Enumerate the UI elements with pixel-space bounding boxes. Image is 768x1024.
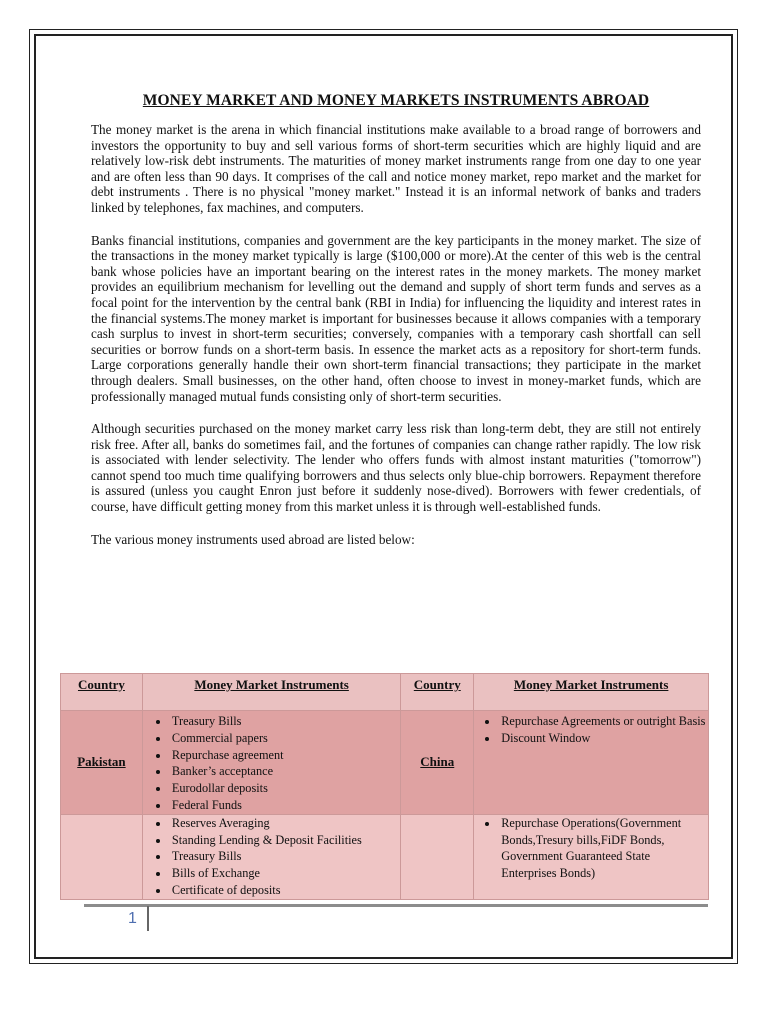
instruments-cell xyxy=(142,711,400,815)
list-item: • Standing Lending & Deposit Facilities xyxy=(170,832,400,849)
header-country-right: Country xyxy=(401,674,474,711)
table-row xyxy=(61,814,709,899)
country-cell xyxy=(61,814,143,899)
table-header-row xyxy=(61,674,709,711)
list-item: • Treasury Bills xyxy=(170,848,400,865)
country-cell xyxy=(401,814,474,899)
list-item: • Discount Window xyxy=(499,730,708,747)
list-item: • Repurchase Agreements or outright Basis xyxy=(499,713,708,730)
paragraph-3: Although securities purchased on the money market carry less risk than long-term debt, they are still not entirely risk free. After all, banks do sometimes fail, and the fortunes of companies can change rather rapidly. The low risk is associated with lender selectivity. The lender who offers funds with almost instant maturities ("tomorrow") cannot spend too much time qualifying borrowers and thus selects only blue-chip borrowers. Repayment therefore is assured (unless you caught Enron just before it suddenly nose-dived). Borrowers with fewer credentials, of course, have difficult getting money from this market unless it is through well-established funds. xyxy=(91,421,701,515)
list-item: • Treasury Bills xyxy=(170,713,400,730)
page-number: 1 xyxy=(128,910,137,927)
list-item: • Eurodollar deposits xyxy=(170,780,400,797)
document-body xyxy=(91,92,701,557)
table-intro: The various money instruments used abroad are listed below: xyxy=(91,531,415,547)
list-item: • Bills of Exchange xyxy=(170,865,400,882)
instruments-cell xyxy=(474,814,709,899)
list-item: • Commercial papers xyxy=(170,730,400,747)
instruments-cell xyxy=(474,711,709,815)
document-title: MONEY MARKET AND MONEY MARKETS INSTRUMENTS ABROAD xyxy=(142,92,650,109)
list-item: • Certificate of deposits xyxy=(170,882,400,899)
table-row xyxy=(61,711,709,815)
header-instruments-left: Money Market Instruments xyxy=(142,674,400,711)
instruments-cell xyxy=(142,814,400,899)
list-item: • Banker’s acceptance xyxy=(170,763,400,780)
page-number-separator xyxy=(147,906,149,931)
list-item: • Federal Funds xyxy=(170,797,400,814)
header-instruments-right: Money Market Instruments xyxy=(474,674,709,711)
list-item: • Repurchase Operations(Government Bonds,Tresury bills,FiDF Bonds, Government Guaranteed State Enterprises Bonds) xyxy=(499,815,700,882)
country-cell: Pakistan xyxy=(61,711,143,815)
footer-rule xyxy=(84,904,708,907)
header-country-left: Country xyxy=(61,674,143,711)
list-item: • Repurchase agreement xyxy=(170,747,400,764)
instruments-table xyxy=(60,673,709,900)
country-cell: China xyxy=(401,711,474,815)
paragraph-1: The money market is the arena in which financial institutions make available to a broad range of borrowers and investors the opportunity to buy and sell various forms of short-term securities which are highly liquid and are relatively low-risk debt instruments. The maturities of money market instruments range from one day to one year and are often less than 90 days. It comprises of the call and notice money market, repo market and the market for debt instruments . There is no physical "money market." Instead it is an informal network of banks and traders linked by telephones, fax machines, and computers. xyxy=(91,122,701,215)
paragraph-2: Banks financial institutions, companies and government are the key participants in the money market. The size of the transactions in the money market typically is large ($100,000 or more).At the center of this web is the central bank whose policies have an important bearing on the interest rates in the money markets. The money market provides an equilibrium mechanism for levelling out the demand and supply of short term funds and serves as a focal point for the intervention by the central bank (RBI in India) for influencing the liquidity and interest rates in the financial systems.The money market is important for businesses because it allows companies with a temporary cash surplus to invest in short-term securities; conversely, companies with a temporary cash shortfall can sell securities or borrow funds on a short-term basis. In essence the market acts as a repository for short-term funds. Large corporations generally handle their own short-term financial transactions; they participate in the market through dealers. Small businesses, on the other hand, often choose to invest in money-market funds, which are professionally managed mutual funds consisting only of short-term securities. xyxy=(91,232,701,404)
list-item: • Reserves Averaging xyxy=(170,815,400,832)
